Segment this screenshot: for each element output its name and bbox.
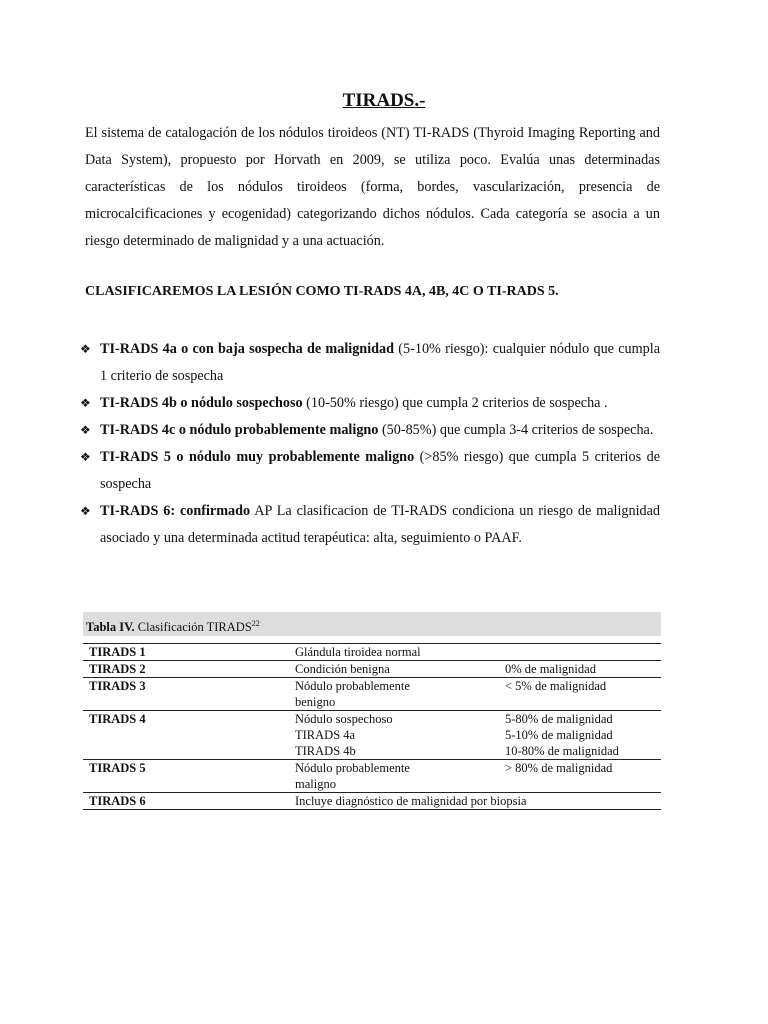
description-line: Nódulo sospechoso xyxy=(295,712,393,726)
bullet-text: AP La clasificacion de TI-RADS condiciona un riesgo de malignidad asociado y una determinada actitud terapéutica: alta, seguimiento o PAAF. xyxy=(100,503,660,546)
bullet-text: (50-85%) que cumpla 3-4 criterios de sospecha. xyxy=(378,422,654,438)
risk-line: < 5% de malignidad xyxy=(505,679,607,693)
risk-line: 5-80% de malignidad xyxy=(505,712,613,726)
description-cell xyxy=(289,661,499,678)
bullet-bold: TI-RADS 5 o nódulo muy probablemente maligno xyxy=(100,449,415,465)
tirads-bullet-list xyxy=(80,336,660,552)
description-line: maligno xyxy=(295,777,336,791)
diamond-bullet-icon: ❖ xyxy=(80,450,91,464)
description-line: TIRADS 4a xyxy=(295,728,356,742)
diamond-bullet-icon: ❖ xyxy=(80,423,91,437)
bullet-item xyxy=(80,390,660,417)
grade-cell: TIRADS 3 xyxy=(89,679,146,693)
risk-cell xyxy=(499,711,661,760)
risk-line: > 80% de malignidad xyxy=(505,761,613,775)
risk-cell xyxy=(499,644,661,661)
tirads-table-figure xyxy=(83,612,661,810)
grade-cell: TIRADS 6 xyxy=(89,794,146,808)
grade-cell: TIRADS 5 xyxy=(89,761,146,775)
table-row xyxy=(83,711,661,760)
table-row xyxy=(83,644,661,661)
description-line: Incluye diagnóstico de malignidad por biopsia xyxy=(295,794,527,808)
table-row xyxy=(83,760,661,793)
classification-heading: CLASIFICAREMOS LA LESIÓN COMO TI-RADS 4A, 4B, 4C O TI-RADS 5. xyxy=(85,284,559,299)
bullet-text: (10-50% riesgo) que cumpla 2 criterios de sospecha . xyxy=(302,395,608,411)
table-caption xyxy=(83,612,661,636)
table-body xyxy=(83,644,661,810)
table-row xyxy=(83,793,661,810)
grade-cell: TIRADS 1 xyxy=(89,645,146,659)
risk-line: 10-80% de malignidad xyxy=(505,744,619,758)
description-line: TIRADS 4b xyxy=(295,744,356,758)
description-line: benigno xyxy=(295,695,336,709)
bullet-item xyxy=(80,336,660,390)
description-line: Nódulo probablemente xyxy=(295,679,410,693)
grade-cell: TIRADS 4 xyxy=(89,712,146,726)
bullet-bold: TI-RADS 4b o nódulo sospechoso xyxy=(100,395,303,411)
description-cell xyxy=(289,760,499,793)
description-line: Glándula tiroidea normal xyxy=(295,645,421,659)
risk-cell xyxy=(499,661,661,678)
page-title: TIRADS.- xyxy=(342,90,426,111)
bullet-item xyxy=(80,444,660,498)
table-row xyxy=(83,661,661,678)
bullet-text: (5-10% riesgo): cualquier nódulo que cumpla 1 criterio de sospecha xyxy=(100,341,661,384)
table-row xyxy=(83,678,661,711)
bullet-bold: TI-RADS 6: confirmado xyxy=(100,503,251,519)
risk-cell xyxy=(499,678,661,711)
grade-cell: TIRADS 2 xyxy=(89,662,146,676)
description-cell xyxy=(289,793,661,810)
diamond-bullet-icon: ❖ xyxy=(80,396,91,410)
bullet-item xyxy=(80,498,660,552)
description-line: Condición benigna xyxy=(295,662,390,676)
bullet-text: (>85% riesgo) que cumpla 5 criterios de sospecha xyxy=(100,449,661,492)
caption-text: Clasificación TIRADS xyxy=(134,620,252,635)
diamond-bullet-icon: ❖ xyxy=(80,342,91,356)
tirads-table xyxy=(83,643,661,810)
description-cell xyxy=(289,711,499,760)
diamond-bullet-icon: ❖ xyxy=(80,504,91,518)
caption-label: Tabla IV. xyxy=(86,620,135,635)
description-line: Nódulo probablemente xyxy=(295,761,410,775)
caption-reference: 22 xyxy=(251,619,260,628)
risk-cell xyxy=(499,760,661,793)
bullet-bold: TI-RADS 4c o nódulo probablemente maligno xyxy=(100,422,379,438)
intro-paragraph: El sistema de catalogación de los nódulos tiroideos (NT) TI-RADS (Thyroid Imaging Reporting and Data System), propuesto por Horvath en 2009, se utiliza poco. Evalúa unas determinadas características de los nódulos tiroideos (forma, bordes, vascularización, presencia de microcalcificaciones y ecogenidad) categorizando dichos nódulos. Cada categoría se asocia a un riesgo determinado de malignidad y a una actuación. xyxy=(85,125,660,249)
bullet-bold: TI-RADS 4a o con baja sospecha de malignidad xyxy=(100,341,395,357)
description-cell xyxy=(289,678,499,711)
risk-line: 0% de malignidad xyxy=(505,662,596,676)
bullet-item xyxy=(80,417,660,444)
risk-line: 5-10% de malignidad xyxy=(505,728,613,742)
description-cell xyxy=(289,644,499,661)
